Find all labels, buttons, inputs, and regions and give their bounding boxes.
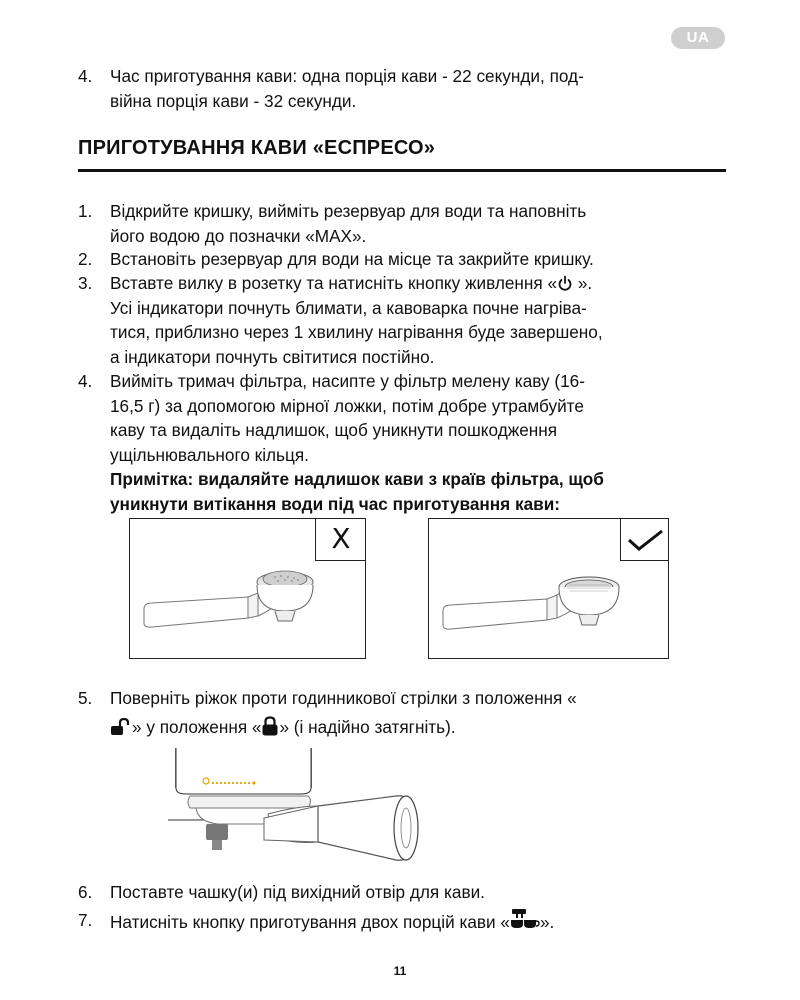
filter-holder-overfilled-illustration [130, 519, 367, 660]
step-text: » у положення « [132, 717, 262, 737]
locked-padlock-icon [261, 716, 279, 736]
step-text: » (і надійно затягніть). [279, 717, 456, 737]
step-7 [78, 908, 728, 935]
step-line [110, 908, 728, 935]
step-line: каву та видаліть надлишок, щоб уникнути пошкодження [110, 420, 558, 440]
filter-holder-levelled-illustration [429, 519, 670, 660]
step-text: ». [539, 912, 555, 932]
step-line: Відкрийте кришку, вийміть резервуар для води та наповніть [110, 201, 587, 221]
step-6 [78, 880, 728, 905]
page-number: 11 [393, 964, 407, 978]
language-badge: UA [671, 27, 725, 49]
step-number: 3. [78, 273, 93, 293]
step-5 [78, 684, 728, 742]
step-text: Натисніть кнопку приготування двох порцій кави « [110, 912, 510, 932]
step-line: 16,5 г) за допомогою мірної ложки, потім добре утрамбуйте [110, 395, 584, 416]
step-line [110, 713, 728, 742]
step-line: ущільнювального кільця. [110, 444, 309, 465]
unlocked-padlock-icon [110, 718, 132, 736]
step-number: 2. [78, 249, 93, 269]
figure-wrong-filling [129, 518, 366, 659]
step-number: 1. [78, 201, 93, 221]
intro-list-item [78, 64, 728, 113]
cross-mark: X [331, 522, 351, 555]
step-number: 5. [78, 688, 93, 708]
step-line: тися, приблизно через 1 хвилину нагрівання буде завершено, [110, 322, 603, 342]
step-line [110, 271, 728, 296]
step-number: 6. [78, 882, 93, 902]
step-3 [78, 271, 728, 369]
title-underline [78, 169, 726, 172]
step-line: Поверніть ріжок проти годинникової стрілки з положення « [110, 688, 577, 708]
intro-item-number: 4. [78, 66, 93, 86]
step-2 [78, 247, 728, 272]
intro-item-line: війна порція кави - 32 секунди. [110, 90, 357, 111]
two-cups-icon [510, 908, 540, 930]
note-line: уникнути витікання води під час приготування кави: [110, 493, 560, 514]
power-icon [557, 275, 573, 292]
step-line: його водою до позначки «MAX». [110, 225, 367, 246]
step-number: 7. [78, 910, 93, 930]
figure-correct-filling [428, 518, 669, 659]
note-line: Примітка: видаляйте надлишок кави з країв фільтра, щоб [110, 469, 604, 489]
step-4 [78, 369, 728, 516]
step-line: Вийміть тримач фільтра, насипте у фільтр мелену каву (16- [110, 371, 585, 391]
step-line: Усі індикатори почнуть блимати, а кавоварка почне нагріва- [110, 297, 587, 318]
step-line: Встановіть резервуар для води на місце та закрийте кришку. [110, 249, 594, 269]
step-text: Вставте вилку в розетку та натисніть кнопку живлення « [110, 273, 558, 293]
step-1 [78, 199, 728, 248]
step-line: а індикатори почнуть світитися постійно. [110, 346, 435, 367]
espresso-machine-portafilter-illustration [168, 748, 638, 870]
section-title: ПРИГОТУВАННЯ КАВИ «ЕСПРЕСО» [78, 137, 436, 159]
step-text: ». [573, 273, 593, 293]
intro-item-line: Час приготування кави: одна порція кави - 22 секунди, под- [110, 66, 584, 86]
step-number: 4. [78, 371, 93, 391]
step-line: Поставте чашку(и) під вихідний отвір для кави. [110, 882, 485, 902]
